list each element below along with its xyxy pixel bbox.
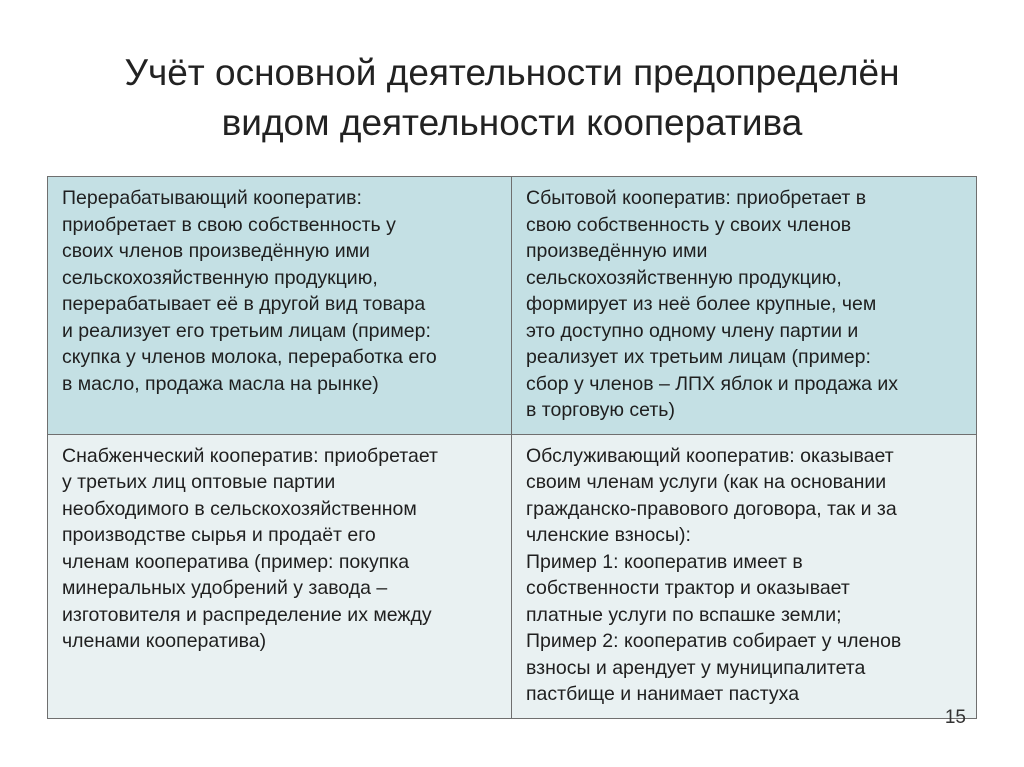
cooperative-types-table — [47, 176, 977, 719]
processing-cooperative-text: Перерабатывающий кооператив: приобретает в свою собственность у своих членов произведённую ими сельскохозяйственную продукцию, перерабатывает её в другой вид товара и реализует его третьим лицам (пример: скупка у членов молока, переработка его в масло, продажа масла на рынке) — [62, 187, 437, 395]
marketing-cooperative-text: Сбытовой кооператив: приобретает в свою собственность у своих членов произведённую ими сельскохозяйственную продукцию, формирует из неё более крупные, чем это доступно одному члену партии и реализует их третьим лицам (пример: сбор у членов – ЛПХ яблок и продажа их в торговую сеть) — [526, 187, 899, 421]
supply-cooperative-text: Снабженческий кооператив: приобретает у третьих лиц оптовые партии необходимого в сельскохозяйственном производстве сырья и продаёт его членам кооператива (пример: покупка минеральных удобрений у завода – изготовителя и распределение их между членами кооператива) — [62, 444, 438, 652]
marketing-cooperative-cell — [512, 177, 977, 435]
page-number: 15 — [944, 707, 966, 728]
table-row — [48, 434, 977, 718]
processing-cooperative-cell — [48, 177, 512, 435]
service-cooperative-cell — [512, 434, 977, 718]
table-row — [48, 177, 977, 435]
supply-cooperative-cell — [48, 434, 512, 718]
slide-title-line-2: видом деятельности кооператива — [221, 102, 803, 143]
slide-title-line-1: Учёт основной деятельности предопределён — [124, 52, 900, 93]
slide-title — [0, 48, 1024, 148]
service-cooperative-text: Обслуживающий кооператив: оказывает своим членам услуги (как на основании гражданско-правового договора, так и за членские взносы): Пример 1: кооператив имеет в собственности трактор и оказывает платные услуги по вспашке земли; Пример 2: кооператив собирает у членов взносы и арендует у муниципалитета пастбище и нанимает пастуха — [526, 444, 902, 705]
